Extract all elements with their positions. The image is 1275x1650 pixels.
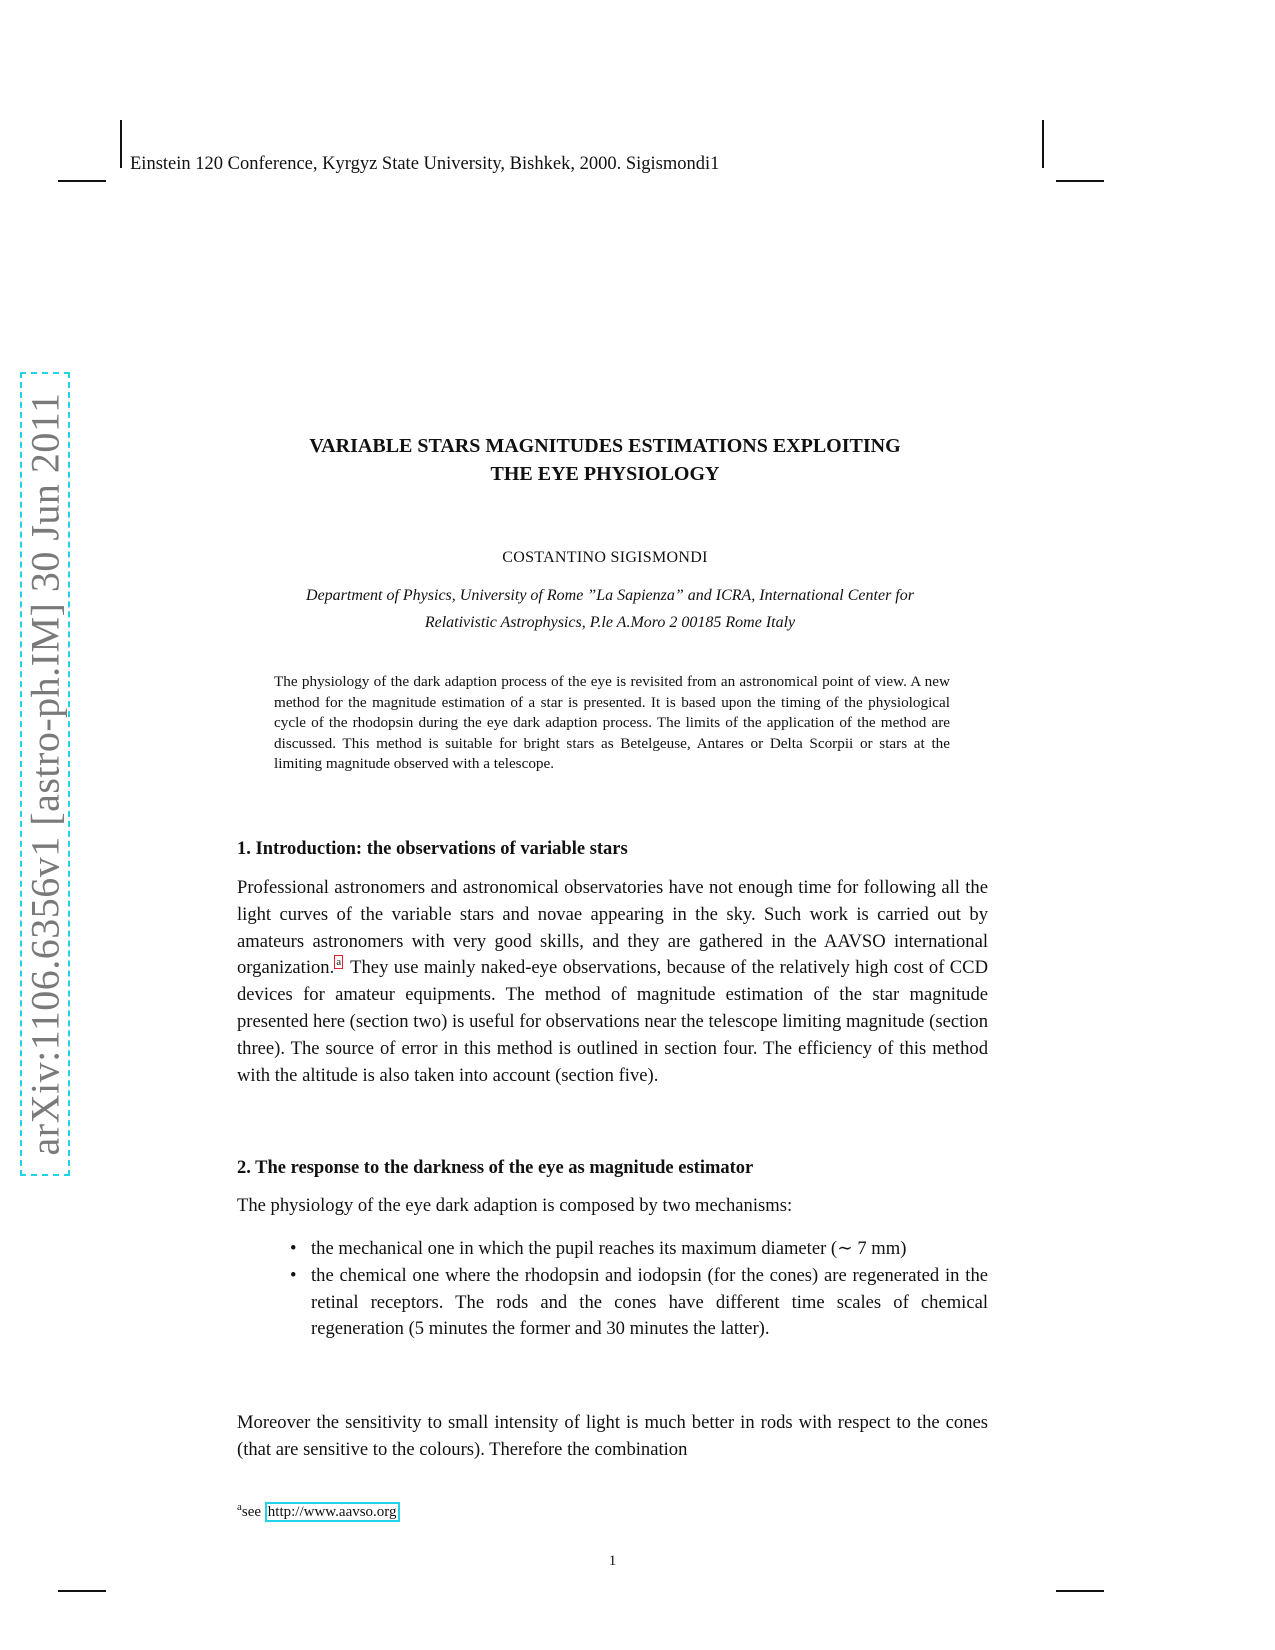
- affiliation: [230, 582, 990, 636]
- crop-mark-top-left-vertical: [120, 120, 122, 168]
- footnote-url-link[interactable]: http://www.aavso.org: [265, 1502, 400, 1522]
- affiliation-line-1: Department of Physics, University of Rome ”La Sapienza” and ICRA, International Center for: [306, 587, 914, 604]
- list-item-text: the chemical one where the rhodopsin and iodopsin (for the cones) are regenerated in the retinal receptors. The rods and the cones have different time scales of chemical regeneration (5 minutes the former and 30 minutes the latter).: [311, 1264, 988, 1340]
- crop-mark-top-right-vertical: [1042, 120, 1044, 168]
- arxiv-stamp-text: arXiv:1106.6356v1 [astro-ph.IM] 30 Jun 2011: [22, 392, 68, 1156]
- arxiv-stamp[interactable]: [20, 372, 70, 1176]
- paper-title: [230, 432, 980, 488]
- section-1-text-part-1: Professional astronomers and astronomical observatories have not enough time for following all the light curves of the variable stars and novae appearing in the sky. Such work is carried out by amateurs astronomers with very good skills, and they are gathered in the AAVSO international organization.: [237, 877, 988, 979]
- list-item-text: the mechanical one in which the pupil reaches its maximum diameter (∼ 7 mm): [311, 1238, 907, 1259]
- section-1-heading: 1. Introduction: the observations of variable stars: [237, 839, 628, 859]
- page-number: 1: [608, 1553, 617, 1569]
- footnote-mark-link[interactable]: a: [336, 956, 342, 969]
- title-line-2: THE EYE PHYSIOLOGY: [490, 463, 720, 485]
- section-1-text-part-2: They use mainly naked-eye observations, because of the relatively high cost of CCD devices for amateur equipments. The method of magnitude estimation of the star magnitude presented here (section two) is useful for observations near the telescope limiting magnitude (section three). The source of error in this method is outlined in section four. The efficiency of this method with the altitude is also taken into account (section five).: [237, 957, 988, 1086]
- section-2-heading: 2. The response to the darkness of the eye as magnitude estimator: [237, 1158, 754, 1178]
- title-line-1: VARIABLE STARS MAGNITUDES ESTIMATIONS EXPLOITING: [309, 435, 901, 457]
- section-2-intro: The physiology of the eye dark adaption is composed by two mechanisms:: [237, 1195, 793, 1216]
- bullet-icon: •: [290, 1238, 297, 1259]
- footnote-prefix: see: [241, 1504, 262, 1520]
- running-head: Einstein 120 Conference, Kyrgyz State University, Bishkek, 2000. Sigismondi1: [130, 154, 720, 174]
- crop-mark-bottom-left-horizontal: [58, 1590, 106, 1592]
- section-2-closing-paragraph: Moreover the sensitivity to small intensity of light is much better in rods with respect to the cones (that are sensitive to the colours). Therefore the combination: [237, 1412, 988, 1460]
- footnote: [237, 1501, 400, 1521]
- crop-mark-bottom-right-horizontal: [1056, 1590, 1104, 1592]
- mechanisms-list: [290, 1236, 988, 1343]
- list-item: [290, 1263, 988, 1343]
- abstract: The physiology of the dark adaption process of the eye is revisited from an astronomical point of view. A new method for the magnitude estimation of a star is presented. It is based upon the timing of the physiological cycle of the rhodopsin during the eye dark adaption process. The limits of the application of the method are discussed. This method is suitable for bright stars as Betelgeuse, Antares or Delta Scorpii or stars at the limiting magnitude observed with a telescope.: [274, 673, 950, 772]
- crop-mark-top-left-horizontal: [58, 180, 106, 182]
- author-name: COSTANTINO SIGISMONDI: [502, 549, 708, 566]
- footnote-mark: a: [237, 1501, 242, 1513]
- list-item: [290, 1236, 988, 1263]
- crop-mark-top-right-horizontal: [1056, 180, 1104, 182]
- section-1-paragraph: [237, 875, 988, 1089]
- bullet-icon: •: [290, 1264, 297, 1286]
- affiliation-line-2: Relativistic Astrophysics, P.le A.Moro 2 00185 Rome Italy: [424, 614, 796, 631]
